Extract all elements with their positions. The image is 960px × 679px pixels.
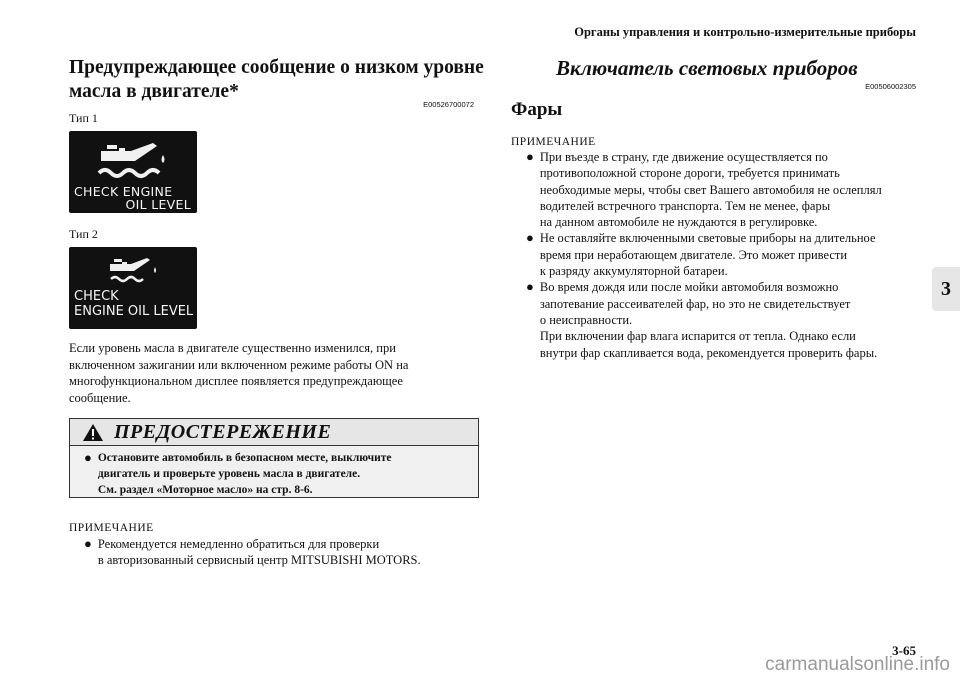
- note-body: [84, 536, 421, 568]
- list-item: [526, 149, 926, 230]
- section-heading-oil-warning: [69, 56, 489, 104]
- running-header: Органы управления и контрольно-измерительные приборы: [574, 25, 916, 39]
- heading-line-2: масла в двигателе*: [69, 81, 239, 102]
- warning-line: Остановите автомобиль в безопасном месте, выключите: [97, 452, 392, 464]
- type2-label: Тип 2: [69, 227, 98, 241]
- type2-display: [69, 247, 197, 329]
- subheading-headlights: Фары: [511, 99, 563, 120]
- bullet: ●: [526, 279, 534, 295]
- type2-display-line1: CHECK: [74, 289, 119, 304]
- list-item-line: внутри фар скапливается вода, рекомендуется проверить фары.: [539, 345, 878, 360]
- watermark: carmanualsonline.info: [765, 654, 950, 675]
- list-item-line: о неисправности.: [539, 312, 633, 327]
- section-code: E00526700072: [423, 100, 474, 109]
- note-line: в авторизованный сервисный центр MITSUBISHI MOTORS.: [97, 553, 421, 567]
- note-line: Рекомендуется немедленно обратиться для проверки: [97, 537, 380, 551]
- type1-display-line1: CHECK ENGINE: [74, 184, 173, 199]
- warning-triangle-icon: [82, 423, 104, 442]
- bullet: ●: [526, 230, 534, 246]
- bullet: ●: [84, 536, 92, 551]
- paragraph-line: многофункциональном дисплее появляется предупреждающее: [69, 374, 403, 388]
- list-item-line: Не оставляйте включенными световые приборы на длительное: [539, 231, 876, 246]
- list-item-line: противоположной стороне дороги, требуется принимать: [539, 166, 840, 181]
- list-item-line: необходимые меры, чтобы свет Вашего автомобиля не ослеплял: [539, 182, 882, 197]
- list-item-line: При включении фар влага испарится от тепла. Однако если: [539, 329, 856, 344]
- list-item-line: запотевание рассеивателей фар, но это не свидетельствует: [539, 296, 851, 311]
- type1-display-line2: OIL LEVEL: [125, 197, 191, 212]
- paragraph-line: включенном зажигании или включенном режиме работы ON на: [69, 357, 409, 372]
- oil-can-icon: [97, 139, 172, 183]
- bullet: ●: [526, 149, 534, 164]
- paragraph-line: Если уровень масла в двигателе существенно изменился, при: [69, 341, 396, 355]
- list-item-line: к разряду аккумуляторной батареи.: [539, 264, 728, 279]
- note-label: ПРИМЕЧАНИЕ: [511, 136, 596, 148]
- warning-line: двигатель и проверьте уровень масла в двигателе.: [97, 468, 361, 480]
- section-code: E00506002305: [865, 82, 916, 91]
- note-list: [526, 149, 926, 361]
- warning-header: [70, 419, 478, 446]
- list-item-line: водителей встречного транспорта. Тем не менее, фары: [539, 198, 831, 213]
- warning-body: [70, 446, 478, 498]
- oil-can-icon: [107, 255, 162, 287]
- section-heading-lights-switch: Включатель световых приборов: [556, 56, 858, 80]
- paragraph-line: сообщение.: [69, 390, 131, 405]
- warning-box: [69, 418, 479, 498]
- list-item-line: время при неработающем двигателе. Это может привести: [539, 247, 848, 262]
- note-label: ПРИМЕЧАНИЕ: [69, 522, 154, 534]
- warning-title: ПРЕДОСТЕРЕЖЕНИЕ: [114, 420, 332, 443]
- type1-label: Тип 1: [69, 111, 98, 125]
- heading-line-1: Предупреждающее сообщение о низком уровне: [69, 57, 484, 78]
- list-item: [526, 279, 926, 360]
- list-item: [526, 230, 926, 279]
- bullet: ●: [84, 450, 92, 465]
- page-number: 3-65: [892, 643, 916, 658]
- oil-warning-paragraph: [69, 340, 489, 406]
- list-item-line: на данном автомобиле не нуждаются в регулировке.: [539, 215, 818, 230]
- list-item-line: При въезде в страну, где движение осуществляется по: [539, 150, 828, 164]
- list-item-line: Во время дождя или после мойки автомобиля возможно: [539, 280, 839, 295]
- type1-display: [69, 131, 197, 213]
- chapter-tab: 3: [932, 267, 960, 311]
- type2-display-line2: ENGINE OIL LEVEL: [74, 304, 194, 319]
- warning-line: См. раздел «Моторное масло» на стр. 8-6.: [97, 484, 313, 496]
